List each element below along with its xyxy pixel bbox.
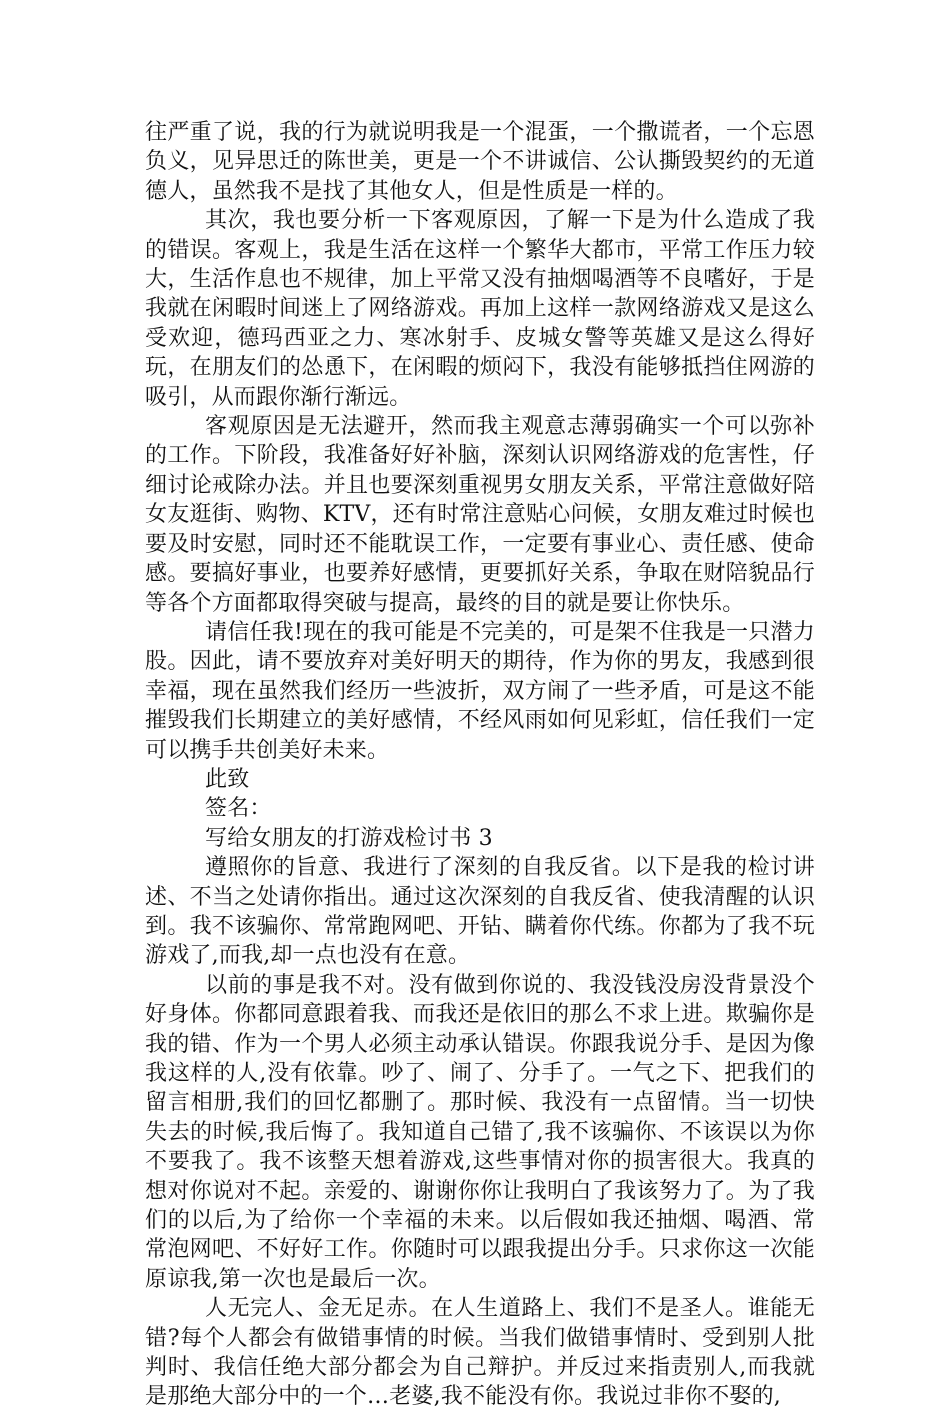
paragraph-self-reflection: 遵照你的旨意、我进行了深刻的自我反省。以下是我的检讨讲述、不当之处请你指出。通过这次深刻的自我反省、使我清醒的认识到。我不该骗你、常常跑网吧、开钻、瞒着你代练。你都为了我不玩游戏了,而我,却一点也没有在意。 <box>145 855 815 969</box>
paragraph-trust-me: 请信任我!现在的我可能是不完美的，可是架不住我是一只潜力股。因此，请不要放弃对美好明天的期待，作为你的男友，我感到很幸福，现在虽然我们经历一些波折，双方闹了一些矛盾，可是这不能摧毁我们长期建立的美好感情，不经风雨如何见彩虹，信任我们一定可以携手共创美好未来。 <box>145 619 815 763</box>
closing-salutation: 此致 <box>205 766 250 792</box>
paragraph-objective-reasons: 其次，我也要分析一下客观原因，了解一下是为什么造成了我的错误。客观上，我是生活在这样一个繁华大都市，平常工作压力较大，生活作息也不规律，加上平常又没有抽烟喝酒等不良嗜好，于是我就在闲暇时间迷上了网络游戏。再加上这样一款网络游戏又是这么受欢迎，德玛西亚之力、寒冰射手、皮城女警等英雄又是这么得好玩，在朋友们的怂恿下，在闲暇的烦闷下，我没有能够抵挡住网游的吸引，从而跟你渐行渐远。 <box>145 208 815 410</box>
paragraph-past-mistakes: 以前的事是我不对。没有做到你说的、我没钱没房没背景没个好身体。你都同意跟着我、而我还是依旧的那么不求上进。欺骗你是我的错、作为一个男人必须主动承认错误。你跟我说分手、是因为像我这样的人,没有依靠。吵了、闹了、分手了。一气之下、把我们的留言相册,我们的回忆都删了。那时候、我没有一点留情。当一切快失去的时候,我后悔了。我知道自己错了,我不该骗你、不该误以为你不要我了。我不该整天想着游戏,这些事情对你的损害很大。我真的想对你说对不起。亲爱的、谢谢你你让我明白了我该努力了。为了我们的以后,为了给你一个幸福的未来。以后假如我还抽烟、喝酒、常常泡网吧、不好好工作。你随时可以跟我提出分手。只求你这一次能原谅我,第一次也是最后一次。 <box>145 972 815 1292</box>
section-title: 写给女朋友的打游戏检讨书 3 <box>205 825 493 851</box>
paragraph-continuation: 往严重了说，我的行为就说明我是一个混蛋，一个撒谎者，一个忘恩负义，见异思迁的陈世美，更是一个不讲诚信、公认撕毁契约的无道德人，虽然我不是找了其他女人，但是性质是一样的。 <box>145 120 815 204</box>
document-body <box>145 118 815 1412</box>
signature-line: 签名： <box>205 796 272 822</box>
paragraph-nobody-perfect: 人无完人、金无足赤。在人生道路上、我们不是圣人。谁能无错?每个人都会有做错事情的时候。当我们做错事情时、受到别人批判时、我信任绝大部分都会为自己辩护。并反过来指责别人,而我就是那绝大部分中的一个…老婆,我不能没有你。我说过非你不娶的, <box>145 1296 815 1410</box>
paragraph-subjective-willpower: 客观原因是无法避开，然而我主观意志薄弱确实一个可以弥补的工作。下阶段，我准备好好补脑，深刻认识网络游戏的危害性，仔细讨论戒除办法。并且也要深刻重视男女朋友关系，平常注意做好陪女友逛街、购物、KTV，还有时常注意贴心问候，女朋友难过时候也要及时安慰，同时还不能耽误工作，一定要有事业心、责任感、使命感。要搞好事业，也要养好感情，更要抓好关系，争取在财陪貌品行等各个方面都取得突破与提高，最终的目的就是要让你快乐。 <box>145 414 815 616</box>
